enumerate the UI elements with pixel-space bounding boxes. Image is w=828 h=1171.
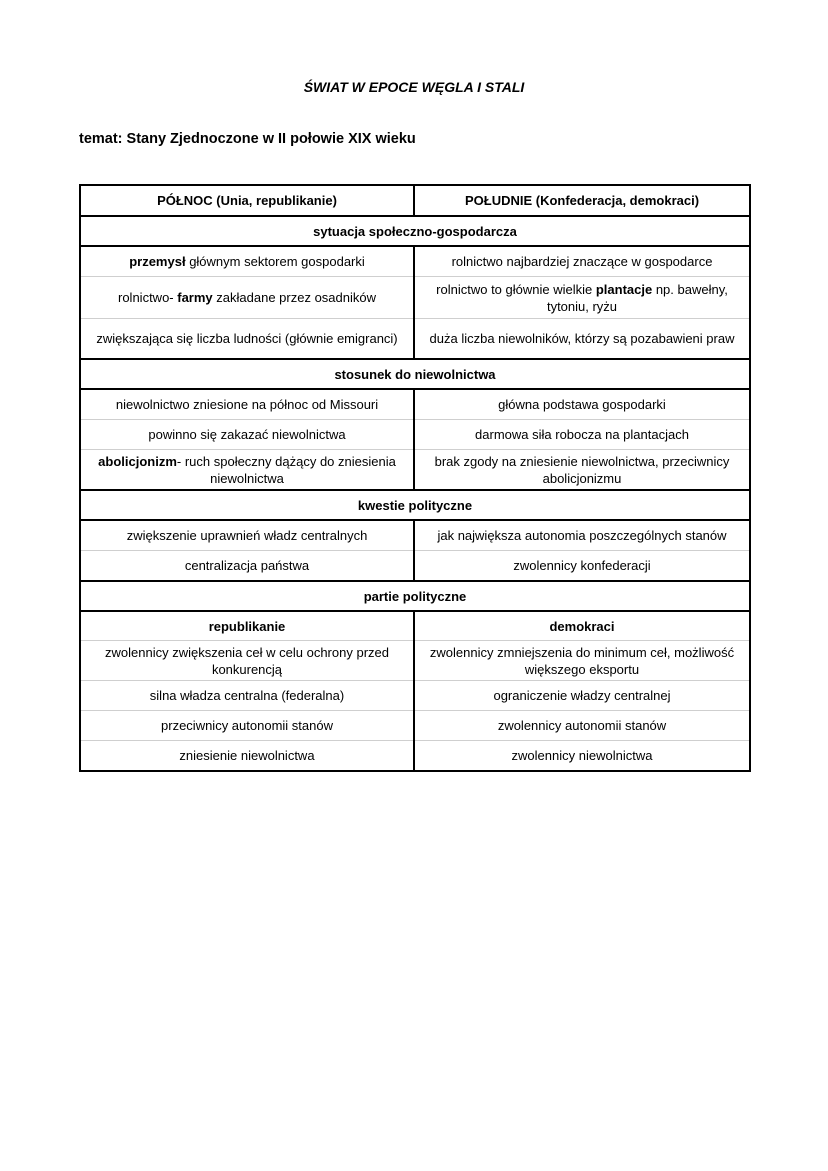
south-cell: [414, 389, 750, 420]
cell-text: zniesienie niewolnictwa: [179, 748, 315, 763]
north-cell: [80, 520, 414, 551]
cell-text: duża liczba niewolników, którzy są pozabawieni praw: [429, 331, 735, 346]
header-north: PÓŁNOC (Unia, republikanie): [80, 185, 414, 216]
table-row: [80, 389, 750, 420]
north-cell: [80, 277, 414, 319]
table-row: [80, 277, 750, 319]
north-cell: [80, 420, 414, 450]
keyword: plantacje: [595, 281, 653, 297]
north-cell: [80, 711, 414, 741]
section-title: stosunek do niewolnictwa: [80, 359, 750, 389]
table-row: [80, 450, 750, 491]
cell-text: np. bawełny, tytoniu, ryżu: [546, 281, 728, 314]
cell-text: zwolennicy konfederacji: [513, 558, 651, 573]
north-cell: [80, 741, 414, 772]
cell-text: brak zgody na zniesienie niewolnictwa, przeciwnicy abolicjonizmu: [434, 453, 730, 486]
south-cell: [414, 246, 750, 277]
cell-text: darmowa siła robocza na plantacjach: [475, 427, 689, 442]
keyword: przemysł: [129, 254, 186, 269]
south-cell: [414, 741, 750, 772]
cell-text: centralizacja państwa: [184, 558, 310, 573]
south-cell: [414, 420, 750, 450]
table-row: [80, 681, 750, 711]
cell-text: powinno się zakazać niewolnictwa: [148, 427, 346, 442]
south-cell: [414, 681, 750, 711]
party-south: demokraci: [414, 611, 750, 641]
south-cell: [414, 277, 750, 319]
section-title: sytuacja społeczno-gospodarcza: [80, 216, 750, 246]
north-cell: [80, 450, 414, 491]
section-title: kwestie polityczne: [80, 490, 750, 520]
table-row: [80, 551, 750, 582]
north-cell: [80, 681, 414, 711]
north-cell: [80, 246, 414, 277]
keyword: farmy: [177, 290, 213, 305]
table-header-row: [80, 185, 750, 216]
cell-text: zwolennicy zmniejszenia do minimum ceł, możliwość większego eksportu: [429, 644, 735, 677]
section-header-row: [80, 490, 750, 520]
cell-text: jak największa autonomia poszczególnych stanów: [437, 528, 727, 543]
north-cell: [80, 389, 414, 420]
south-cell: [414, 319, 750, 360]
cell-text: zwiększenie uprawnień władz centralnych: [126, 528, 368, 543]
cell-text: silna władza centralna (federalna): [149, 688, 345, 703]
north-cell: [80, 641, 414, 681]
cell-text: zwolennicy zwiększenia ceł w celu ochrony przed konkurencją: [105, 644, 389, 677]
table-row: [80, 246, 750, 277]
document-title: ŚWIAT W EPOCE WĘGLA I STALI: [303, 79, 525, 95]
south-cell: [414, 450, 750, 491]
section-title: partie polityczne: [80, 581, 750, 611]
table-row: [80, 420, 750, 450]
south-cell: [414, 520, 750, 551]
section-header-row: [80, 216, 750, 246]
header-south: POŁUDNIE (Konfederacja, demokraci): [414, 185, 750, 216]
section-header-row: [80, 359, 750, 389]
party-subheader-row: [80, 611, 750, 641]
cell-text: przeciwnicy autonomii stanów: [161, 718, 333, 733]
table-row: [80, 319, 750, 360]
cell-text: niewolnictwo zniesione na północ od Missouri: [115, 397, 379, 412]
lesson-topic: temat: Stany Zjednoczone w II połowie XIX wieku: [79, 131, 416, 147]
north-cell: [80, 319, 414, 360]
cell-text: - ruch społeczny dążący do zniesienia niewolnictwa: [176, 453, 396, 486]
party-north: republikanie: [80, 611, 414, 641]
section-header-row: [80, 581, 750, 611]
comparison-table: [79, 184, 751, 772]
cell-text: głównym sektorem gospodarki: [185, 254, 365, 269]
cell-text: ograniczenie władzy centralnej: [493, 688, 671, 703]
cell-text: rolnictwo najbardziej znaczące w gospodarce: [451, 254, 713, 269]
keyword: abolicjonizm: [98, 453, 177, 469]
cell-text: zwolennicy autonomii stanów: [497, 718, 667, 733]
cell-text: główna podstawa gospodarki: [498, 397, 666, 412]
table-row: [80, 520, 750, 551]
cell-text: zwolennicy niewolnictwa: [511, 748, 653, 763]
table-row: [80, 711, 750, 741]
south-cell: [414, 551, 750, 582]
north-cell: [80, 551, 414, 582]
south-cell: [414, 641, 750, 681]
cell-text: zakładane przez osadników: [212, 290, 376, 305]
table-row: [80, 641, 750, 681]
cell-text: rolnictwo-: [118, 290, 178, 305]
cell-text: zwiększająca się liczba ludności (głównie emigranci): [96, 331, 398, 346]
table-row: [80, 741, 750, 772]
south-cell: [414, 711, 750, 741]
cell-text: rolnictwo to głównie wielkie: [436, 281, 596, 297]
